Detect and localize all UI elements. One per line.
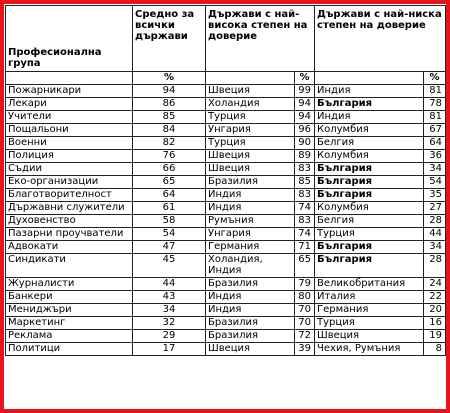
lowest-score-cell: 20 — [424, 304, 446, 317]
lowest-country-cell: Индия — [315, 111, 424, 124]
table-row — [6, 330, 446, 343]
highest-country-cell: Швеция — [206, 163, 295, 176]
highest-score-cell: 74 — [295, 202, 315, 215]
profession-cell: Държавни служители — [6, 202, 133, 215]
table-row — [6, 163, 446, 176]
highest-country-cell: Германия — [206, 241, 295, 254]
profession-cell: Маркетинг — [6, 317, 133, 330]
lowest-country-cell: Чехия, Румъния — [315, 343, 424, 356]
lowest-country-cell: България — [315, 98, 424, 111]
highest-score-cell: 89 — [295, 150, 315, 163]
profession-cell: Учители — [6, 111, 133, 124]
lowest-score-cell: 34 — [424, 163, 446, 176]
table-row — [6, 85, 446, 98]
table-row — [6, 228, 446, 241]
highest-country-cell: Швеция — [206, 150, 295, 163]
lowest-country-cell: Великобритания — [315, 278, 424, 291]
lowest-score-cell: 28 — [424, 215, 446, 228]
table-row — [6, 317, 446, 330]
highest-country-cell: Холандия — [206, 98, 295, 111]
lowest-country-cell: България — [315, 254, 424, 278]
highest-score-cell: 94 — [295, 98, 315, 111]
profession-cell: Еко-организации — [6, 176, 133, 189]
highest-score-cell: 74 — [295, 228, 315, 241]
lowest-country-cell: Турция — [315, 228, 424, 241]
profession-cell: Синдикати — [6, 254, 133, 278]
profession-cell: Духовенство — [6, 215, 133, 228]
table-row — [6, 111, 446, 124]
highest-score-cell: 96 — [295, 124, 315, 137]
highest-score-cell: 94 — [295, 111, 315, 124]
table-row — [6, 278, 446, 291]
profession-cell: Полиция — [6, 150, 133, 163]
average-cell: 34 — [133, 304, 206, 317]
lowest-score-cell: 8 — [424, 343, 446, 356]
table-row — [6, 137, 446, 150]
average-cell: 29 — [133, 330, 206, 343]
header-average: Средно за всички държави — [133, 6, 206, 72]
highest-score-cell: 65 — [295, 254, 315, 278]
lowest-score-cell: 27 — [424, 202, 446, 215]
average-cell: 54 — [133, 228, 206, 241]
lowest-score-cell: 35 — [424, 189, 446, 202]
lowest-country-cell: Швеция — [315, 330, 424, 343]
profession-cell: Мениджъри — [6, 304, 133, 317]
highest-country-cell: Индия — [206, 291, 295, 304]
lowest-score-cell: 28 — [424, 254, 446, 278]
lowest-country-cell: Турция — [315, 317, 424, 330]
lowest-score-cell: 64 — [424, 137, 446, 150]
lowest-country-cell: Белгия — [315, 137, 424, 150]
lowest-country-cell: Колумбия — [315, 202, 424, 215]
lowest-score-cell: 67 — [424, 124, 446, 137]
header-pct-average: % — [133, 72, 206, 85]
average-cell: 64 — [133, 189, 206, 202]
lowest-country-cell: Колумбия — [315, 124, 424, 137]
highest-score-cell: 39 — [295, 343, 315, 356]
average-cell: 65 — [133, 176, 206, 189]
profession-cell: Благотворителност — [6, 189, 133, 202]
highest-country-cell: Индия — [206, 304, 295, 317]
average-cell: 82 — [133, 137, 206, 150]
average-cell: 47 — [133, 241, 206, 254]
highest-country-cell: Холандия, Индия — [206, 254, 295, 278]
table-row — [6, 215, 446, 228]
profession-cell: Журналисти — [6, 278, 133, 291]
highest-country-cell: Бразилия — [206, 176, 295, 189]
header-blank-1 — [6, 72, 133, 85]
highest-country-cell: Бразилия — [206, 330, 295, 343]
header-pct-highest: % — [295, 72, 315, 85]
highest-country-cell: Швеция — [206, 343, 295, 356]
highest-score-cell: 70 — [295, 304, 315, 317]
highest-score-cell: 85 — [295, 176, 315, 189]
header-lowest-trust: Държави с най-ниска степен на доверие — [315, 6, 446, 72]
lowest-score-cell: 36 — [424, 150, 446, 163]
lowest-score-cell: 81 — [424, 111, 446, 124]
profession-cell: Банкери — [6, 291, 133, 304]
table-row — [6, 343, 446, 356]
lowest-score-cell: 81 — [424, 85, 446, 98]
table-row — [6, 304, 446, 317]
table-row — [6, 291, 446, 304]
highest-score-cell: 72 — [295, 330, 315, 343]
trust-table — [5, 5, 446, 356]
table-row — [6, 150, 446, 163]
highest-country-cell: Бразилия — [206, 317, 295, 330]
lowest-score-cell: 44 — [424, 228, 446, 241]
lowest-score-cell: 22 — [424, 291, 446, 304]
table-row — [6, 254, 446, 278]
highest-country-cell: Индия — [206, 189, 295, 202]
table-row — [6, 98, 446, 111]
highest-score-cell: 90 — [295, 137, 315, 150]
table-row — [6, 189, 446, 202]
highest-score-cell: 71 — [295, 241, 315, 254]
lowest-country-cell: Колумбия — [315, 150, 424, 163]
lowest-country-cell: Германия — [315, 304, 424, 317]
average-cell: 76 — [133, 150, 206, 163]
lowest-country-cell: Италия — [315, 291, 424, 304]
average-cell: 85 — [133, 111, 206, 124]
profession-cell: Пазарни проучватели — [6, 228, 133, 241]
highest-country-cell: Индия — [206, 202, 295, 215]
highest-score-cell: 70 — [295, 317, 315, 330]
profession-cell: Пожарникари — [6, 85, 133, 98]
average-cell: 17 — [133, 343, 206, 356]
highest-country-cell: Румъния — [206, 215, 295, 228]
average-cell: 58 — [133, 215, 206, 228]
highest-score-cell: 83 — [295, 215, 315, 228]
lowest-country-cell: България — [315, 176, 424, 189]
highest-score-cell: 79 — [295, 278, 315, 291]
profession-cell: Реклама — [6, 330, 133, 343]
average-cell: 44 — [133, 278, 206, 291]
average-cell: 32 — [133, 317, 206, 330]
lowest-country-cell: Белгия — [315, 215, 424, 228]
profession-cell: Политици — [6, 343, 133, 356]
table-row — [6, 241, 446, 254]
table-row — [6, 176, 446, 189]
average-cell: 94 — [133, 85, 206, 98]
highest-score-cell: 99 — [295, 85, 315, 98]
profession-cell: Лекари — [6, 98, 133, 111]
profession-cell: Пощальони — [6, 124, 133, 137]
average-cell: 66 — [133, 163, 206, 176]
highest-score-cell: 83 — [295, 189, 315, 202]
highest-country-cell: Бразилия — [206, 278, 295, 291]
highest-score-cell: 83 — [295, 163, 315, 176]
average-cell: 86 — [133, 98, 206, 111]
highest-country-cell: Турция — [206, 137, 295, 150]
highest-country-cell: Турция — [206, 111, 295, 124]
header-blank-3 — [315, 72, 424, 85]
highest-score-cell: 80 — [295, 291, 315, 304]
profession-cell: Съдии — [6, 163, 133, 176]
lowest-score-cell: 34 — [424, 241, 446, 254]
lowest-score-cell: 16 — [424, 317, 446, 330]
profession-cell: Военни — [6, 137, 133, 150]
highest-country-cell: Швеция — [206, 85, 295, 98]
header-highest-trust: Държави с най-висока степен на доверие — [206, 6, 315, 72]
header-pct-lowest: % — [424, 72, 446, 85]
table-row — [6, 202, 446, 215]
lowest-country-cell: България — [315, 163, 424, 176]
lowest-score-cell: 78 — [424, 98, 446, 111]
average-cell: 43 — [133, 291, 206, 304]
lowest-country-cell: Индия — [315, 85, 424, 98]
lowest-score-cell: 54 — [424, 176, 446, 189]
header-blank-2 — [206, 72, 295, 85]
lowest-country-cell: България — [315, 241, 424, 254]
average-cell: 84 — [133, 124, 206, 137]
lowest-country-cell: България — [315, 189, 424, 202]
header-profession: Професионална група — [6, 6, 133, 72]
average-cell: 45 — [133, 254, 206, 278]
lowest-score-cell: 19 — [424, 330, 446, 343]
highest-country-cell: Унгария — [206, 124, 295, 137]
lowest-score-cell: 24 — [424, 278, 446, 291]
average-cell: 61 — [133, 202, 206, 215]
table-row — [6, 124, 446, 137]
profession-cell: Адвокати — [6, 241, 133, 254]
highest-country-cell: Унгария — [206, 228, 295, 241]
